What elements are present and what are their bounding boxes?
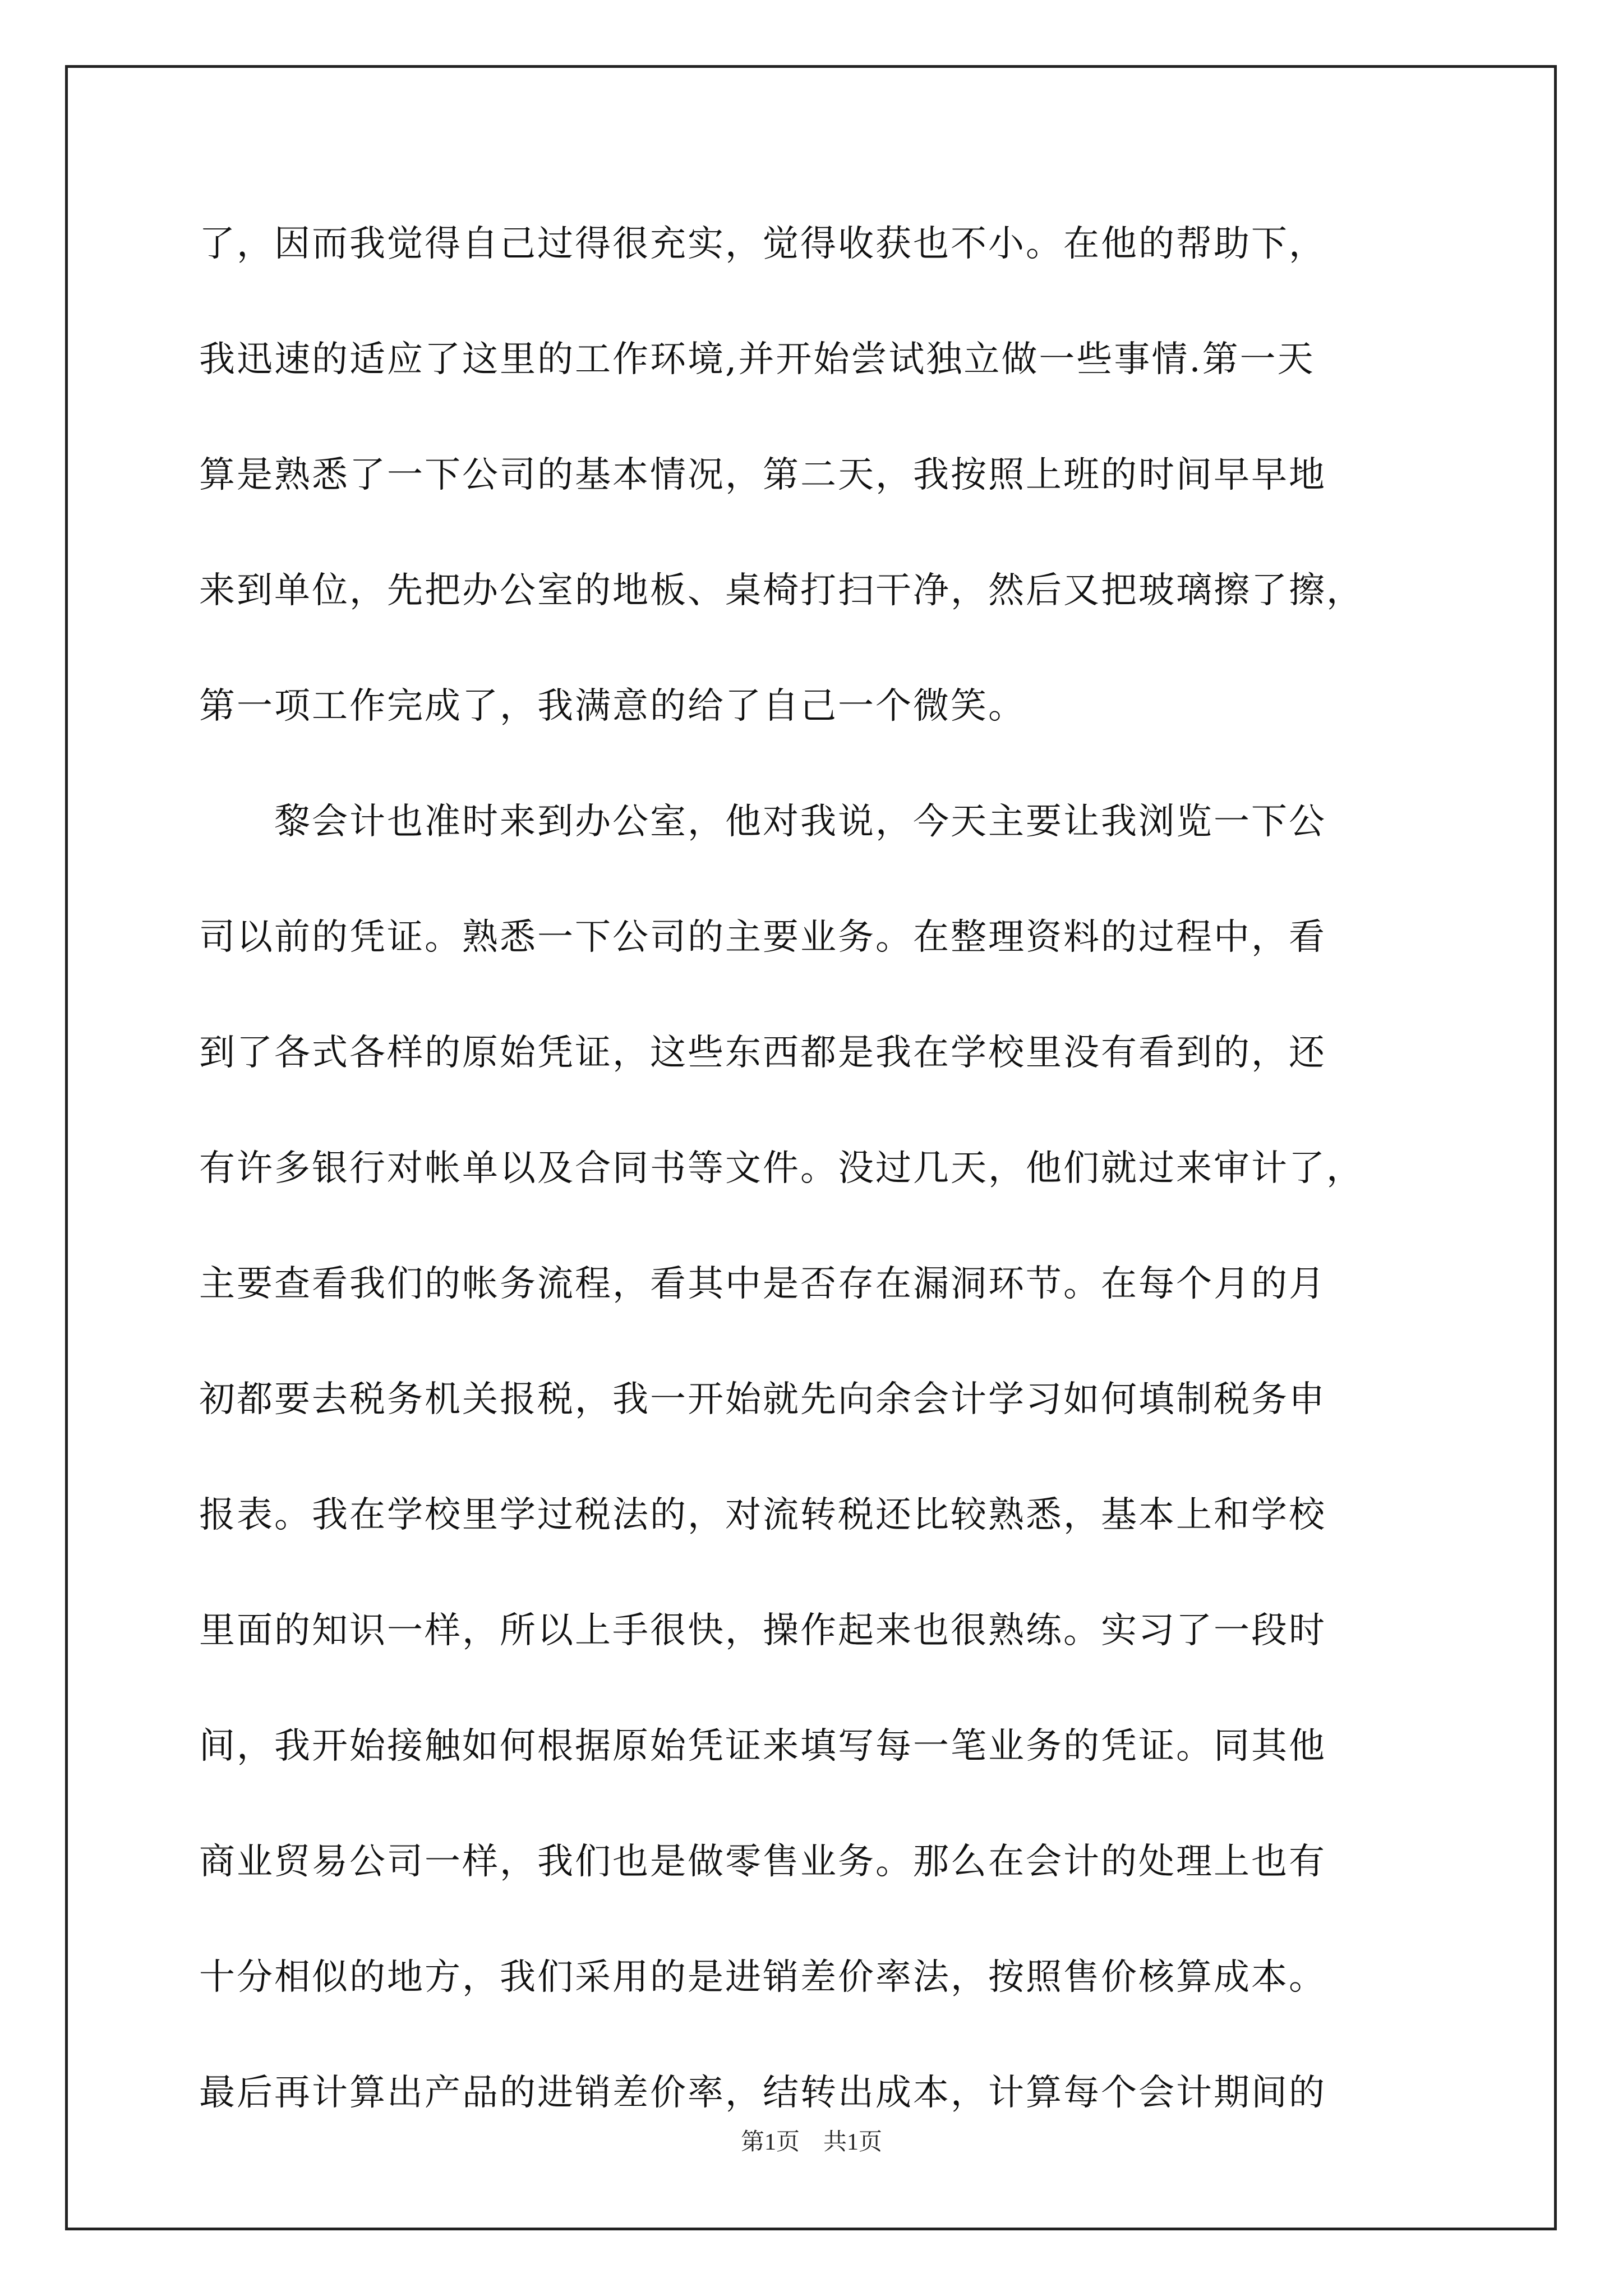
text-line: 了，因而我觉得自己过得很充实，觉得收获也不小。在他的帮助下，	[199, 223, 1326, 265]
text-line: 第一项工作完成了，我满意的给了自己一个微笑。	[199, 685, 1026, 727]
text-line: 我迅速的适应了这里的工作环境,并开始尝试独立做一些事情.第一天	[199, 339, 1315, 380]
text-line: 司以前的凭证。熟悉一下公司的主要业务。在整理资料的过程中，看	[199, 917, 1326, 958]
text-line: 有许多银行对帐单以及合同书等文件。没过几天，他们就过来审计了，	[199, 1148, 1364, 1189]
text-line: 报表。我在学校里学过税法的，对流转税还比较熟悉，基本上和学校	[199, 1494, 1326, 1536]
text-line: 黎会计也准时来到办公室，他对我说，今天主要让我浏览一下公	[199, 801, 1326, 843]
text-line: 初都要去税务机关报税，我一开始就先向余会计学习如何填制税务申	[199, 1379, 1326, 1420]
text-line: 算是熟悉了一下公司的基本情况，第二天，我按照上班的时间早早地	[199, 454, 1326, 496]
document-body	[199, 194, 1433, 2158]
text-line: 最后再计算出产品的进销差价率，结转出成本，计算每个会计期间的	[199, 2072, 1326, 2114]
text-line: 间，我开始接触如何根据原始凭证来填写每一笔业务的凭证。同其他	[199, 1726, 1326, 1767]
text-line: 到了各式各样的原始凭证，这些东西都是我在学校里没有看到的，还	[199, 1032, 1326, 1074]
text-line: 来到单位，先把办公室的地板、桌椅打扫干净，然后又把玻璃擦了擦，	[199, 570, 1364, 611]
text-line: 十分相似的地方，我们采用的是进销差价率法，按照售价核算成本。	[199, 1957, 1326, 1998]
text-line: 主要查看我们的帐务流程，看其中是否存在漏洞环节。在每个月的月	[199, 1263, 1326, 1305]
page-footer: 第1页 共1页	[740, 2129, 882, 2155]
text-line: 商业贸易公司一样，我们也是做零售业务。那么在会计的处理上也有	[199, 1841, 1326, 1883]
text-line: 里面的知识一样，所以上手很快，操作起来也很熟练。实习了一段时	[199, 1610, 1326, 1651]
